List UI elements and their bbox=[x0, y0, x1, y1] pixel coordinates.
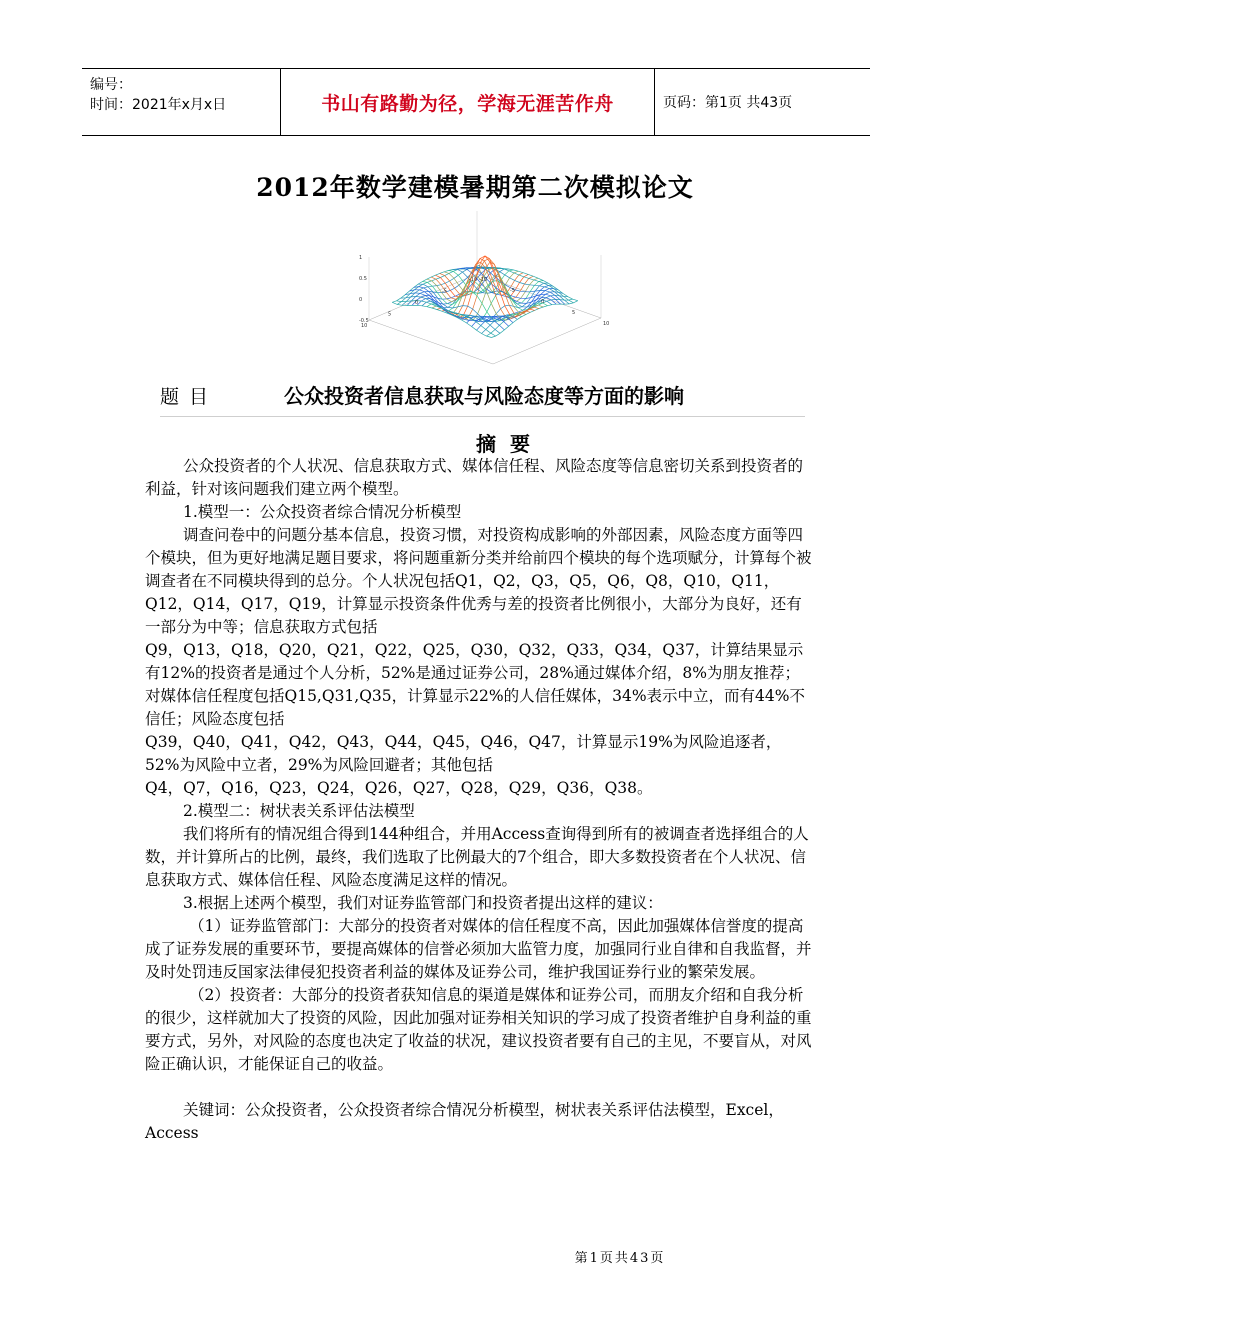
model-two-heading: 2.模型二：树状表关系评估法模型 bbox=[183, 802, 415, 820]
abstract-body bbox=[145, 455, 815, 1145]
topic-row bbox=[160, 376, 805, 417]
header-page-info: 页码：第1页 共43页 bbox=[663, 95, 793, 111]
x-tick-label: -10 bbox=[479, 277, 488, 283]
paragraph-intro: 公众投资者的个人状况、信息获取方式、媒体信任程、风险态度等信息密切关系到投资者的利益，针对该问题我们建立两个模型。 bbox=[145, 457, 804, 498]
surface-mesh bbox=[369, 211, 601, 364]
paragraph-suggestions: 3.根据上述两个模型，我们对证券监管部门和投资者提出这样的建议： bbox=[183, 894, 663, 912]
time-label: 时间：2021年x月x日 bbox=[90, 97, 227, 113]
header-meta bbox=[82, 69, 280, 135]
topic-label: 题目 bbox=[160, 386, 219, 408]
paragraph-other-questions: Q4，Q7，Q16，Q23，Q24，Q26，Q27，Q28，Q29，Q36，Q38。 bbox=[145, 779, 653, 797]
number-label: 编号： bbox=[90, 77, 132, 93]
z-tick-label: 0 bbox=[359, 297, 363, 303]
surface-plot-figure bbox=[359, 228, 610, 350]
x-tick-label: 5 bbox=[572, 310, 576, 316]
axis-frame-line bbox=[493, 318, 601, 364]
x-tick-label: -5 bbox=[510, 288, 515, 294]
z-tick-label: 0.5 bbox=[359, 276, 367, 282]
header-motto: 书山有路勤为径，学海无涯苦作舟 bbox=[280, 69, 655, 135]
y-tick-label: -5 bbox=[442, 288, 447, 295]
mesh-line bbox=[452, 275, 538, 320]
z-tick-label: 1 bbox=[359, 255, 363, 261]
y-tick-label: -10 bbox=[469, 277, 478, 283]
paragraph-model-two: 我们将所有的情况组合得到144种组合，并用Access查询得到所有的被调查者选择组合的人数，并计算所占的比例，最终，我们选取了比例最大的7个组合，即大多数投资者在个人状况、信息获取方式、媒体信任程、风险态度满足这样的情况。 bbox=[145, 825, 809, 889]
model-one-heading: 1.模型一：公众投资者综合情况分析模型 bbox=[183, 503, 462, 521]
y-tick-label: 5 bbox=[388, 311, 392, 318]
paragraph-risk-questions: Q39，Q40，Q41，Q42，Q43，Q44，Q45，Q46，Q47，计算显示19%为风险追逐者，52%为风险中立者，29%为风险回避者；其他包括 bbox=[145, 733, 782, 774]
paragraph-investor: （2）投资者：大部分的投资者获知信息的渠道是媒体和证券公司，而朋友介绍和自我分析的很少，这样就加大了投资的风险，因此加强对证券相关知识的学习成了投资者维护自身利益的重要方式，另外，对风险的态度也决定了收益的状况，建议投资者要有自己的主见，不要盲从，对风险正确认识，才能保证自己的收益。 bbox=[145, 986, 812, 1073]
topic-text: 公众投资者信息获取与风险态度等方面的影响 bbox=[284, 384, 684, 408]
z-tick-label: -0.5 bbox=[359, 318, 369, 324]
y-tick-label: 0 bbox=[415, 300, 419, 306]
x-tick-label: 0 bbox=[541, 299, 545, 305]
paragraph-info-questions: Q9，Q13，Q18，Q20，Q21，Q22，Q25，Q30，Q32，Q33，Q34，Q37，计算结果显示有12%的投资者是通过个人分析，52%是通过证券公司，28%通过媒体介绍，8%为朋友推荐；对媒体信任程度包括Q15,Q31,Q35，计算显示22%的人信任媒体，34%表示中立，而有44%不信任；风险态度包括 bbox=[145, 641, 806, 728]
page-footer: 第1页共43页 bbox=[574, 1251, 666, 1266]
header-table bbox=[82, 68, 870, 136]
keywords: 关键词：公众投资者，公众投资者综合情况分析模型，树状表关系评估法模型，Excel，Access bbox=[145, 1101, 784, 1142]
document-title: 2012年数学建模暑期第二次模拟论文 bbox=[256, 173, 694, 202]
paragraph-model-one: 调查问卷中的问题分基本信息，投资习惯，对投资构成影响的外部因素，风险态度方面等四个模块，但为更好地满足题目要求，将问题重新分类并给前四个模块的每个选项赋分，计算每个被调查者在不同模块得到的总分。个人状况包括Q1，Q2，Q3，Q5，Q6，Q8，Q10，Q11，Q12，Q14，Q17，Q19，计算显示投资条件优秀与差的投资者比例很小，大部分为良好，还有一部分为中等；信息获取方式包括 bbox=[145, 526, 812, 636]
axis-frame-line bbox=[369, 320, 493, 364]
y-tick-label: 10 bbox=[361, 323, 368, 329]
paragraph-regulator: （1）证券监管部门：大部分的投资者对媒体的信任程度不高，因此加强媒体信誉度的提高成了证券发展的重要环节，要提高媒体的信誉必须加大监管力度，加强同行业自律和自我监督，并及时处罚违反国家法律侵犯投资者利益的媒体及证券公司，维护我国证券行业的繁荣发展。 bbox=[145, 917, 812, 981]
abstract-heading: 摘要 bbox=[476, 432, 544, 456]
x-tick-label: 10 bbox=[603, 321, 610, 327]
mesh-line bbox=[482, 295, 568, 333]
